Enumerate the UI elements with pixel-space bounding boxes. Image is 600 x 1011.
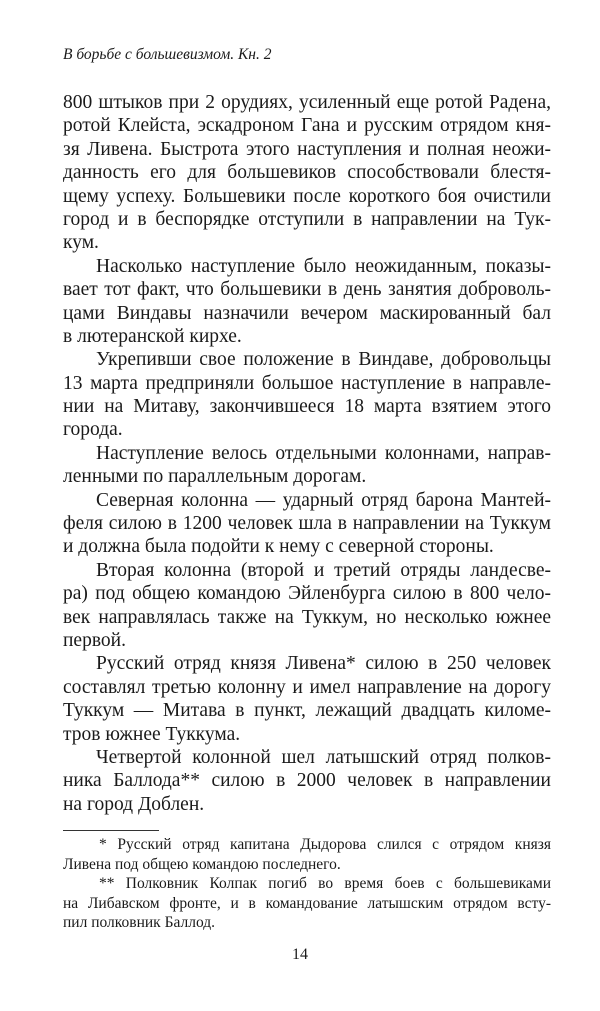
text-line: вает тот факт, что большевики в день занятия доброволь- — [63, 279, 551, 301]
body-text — [63, 91, 551, 816]
text-line: и должна была подойти к нему с северной стороны. — [63, 536, 494, 558]
text-line: в лютеранской кирхе. — [63, 325, 242, 347]
text-line: феля силою в 1200 человек шла в направлении на Туккум — [63, 513, 551, 535]
text-line: на город Доблен. — [63, 793, 205, 815]
footnote-divider — [63, 830, 159, 831]
text-line: Туккум — Митава в пункт, лежащий двадцать киломе- — [63, 700, 551, 722]
text-line: ника Баллода** силою в 2000 человек в направлении — [63, 770, 551, 792]
footnote — [63, 874, 551, 933]
text-line: Укрепивши свое положение в Виндаве, добровольцы — [96, 349, 551, 371]
text-line: тров южнее Туккума. — [63, 723, 241, 745]
text-line: * Русский отряд капитана Дыдорова слился с отрядом князя — [99, 836, 551, 853]
paragraph — [63, 348, 551, 442]
text-line: Северная колонна — ударный отряд барона Мантей- — [96, 489, 551, 511]
text-line: ** Полковник Колпак погиб во время боев с большевиками — [99, 875, 551, 893]
text-line: Ливена под общею командою последнего. — [63, 855, 341, 873]
text-line: Наступление велось отдельными колоннами, направ- — [96, 442, 551, 464]
footnotes — [63, 835, 551, 933]
text-line: города. — [63, 419, 123, 441]
paragraph — [63, 91, 551, 255]
footnote — [63, 835, 551, 874]
text-line: Насколько наступление было неожиданным, показы- — [96, 255, 551, 277]
text-line: нии на Митаву, закончившееся 18 марта взятием этого — [63, 396, 551, 418]
paragraph — [63, 255, 551, 349]
text-line: ра) под общею командою Эйленбурга силою в 800 чело- — [63, 583, 551, 605]
text-line: век направлялась также на Туккум, но несколько южнее — [63, 606, 551, 628]
text-line: первой. — [63, 629, 126, 651]
text-line: Четвертой колонной шел латышский отряд полков- — [96, 746, 551, 768]
text-line: Вторая колонна (второй и третий отряды ландесве- — [96, 559, 551, 581]
text-line: Русский отряд князя Ливена* силою в 250 человек — [96, 653, 551, 675]
page-number: 14 — [292, 946, 308, 963]
text-line: ленными по параллельным дорогам. — [63, 466, 367, 488]
paragraph — [63, 442, 551, 489]
text-line: город и в беспорядке отступили в направлении на Тук- — [63, 208, 551, 230]
paragraph — [63, 746, 551, 816]
paragraph — [63, 652, 551, 746]
text-line: зя Ливена. Быстрота этого наступления и полная неожи- — [63, 138, 551, 160]
paragraph — [63, 559, 551, 653]
text-line: пил полковник Баллод. — [63, 914, 216, 932]
text-line: 800 штыков при 2 орудиях, усиленный еще ротой Радена, — [63, 92, 551, 113]
running-header: В борьбе с большевизмом. Кн. 2 — [63, 46, 272, 63]
text-line: составлял третью колонну и имел направление на дорогу — [63, 676, 551, 698]
paragraph — [63, 489, 551, 559]
text-line: цами Виндавы назначили вечером маскированный бал — [63, 302, 551, 324]
text-line: щему успеху. Большевики после короткого боя очистили — [63, 185, 551, 207]
text-line: данность его для большевиков способствовали блестя- — [63, 162, 551, 184]
text-line: ротой Клейста, эскадроном Гана и русским отрядом кня- — [63, 115, 551, 137]
text-line: 13 марта предприняли большое наступление в направле- — [63, 372, 551, 394]
text-line: на Либавском фронте, и в командование латышским отрядом всту- — [63, 894, 551, 912]
text-line: кум. — [63, 232, 99, 254]
